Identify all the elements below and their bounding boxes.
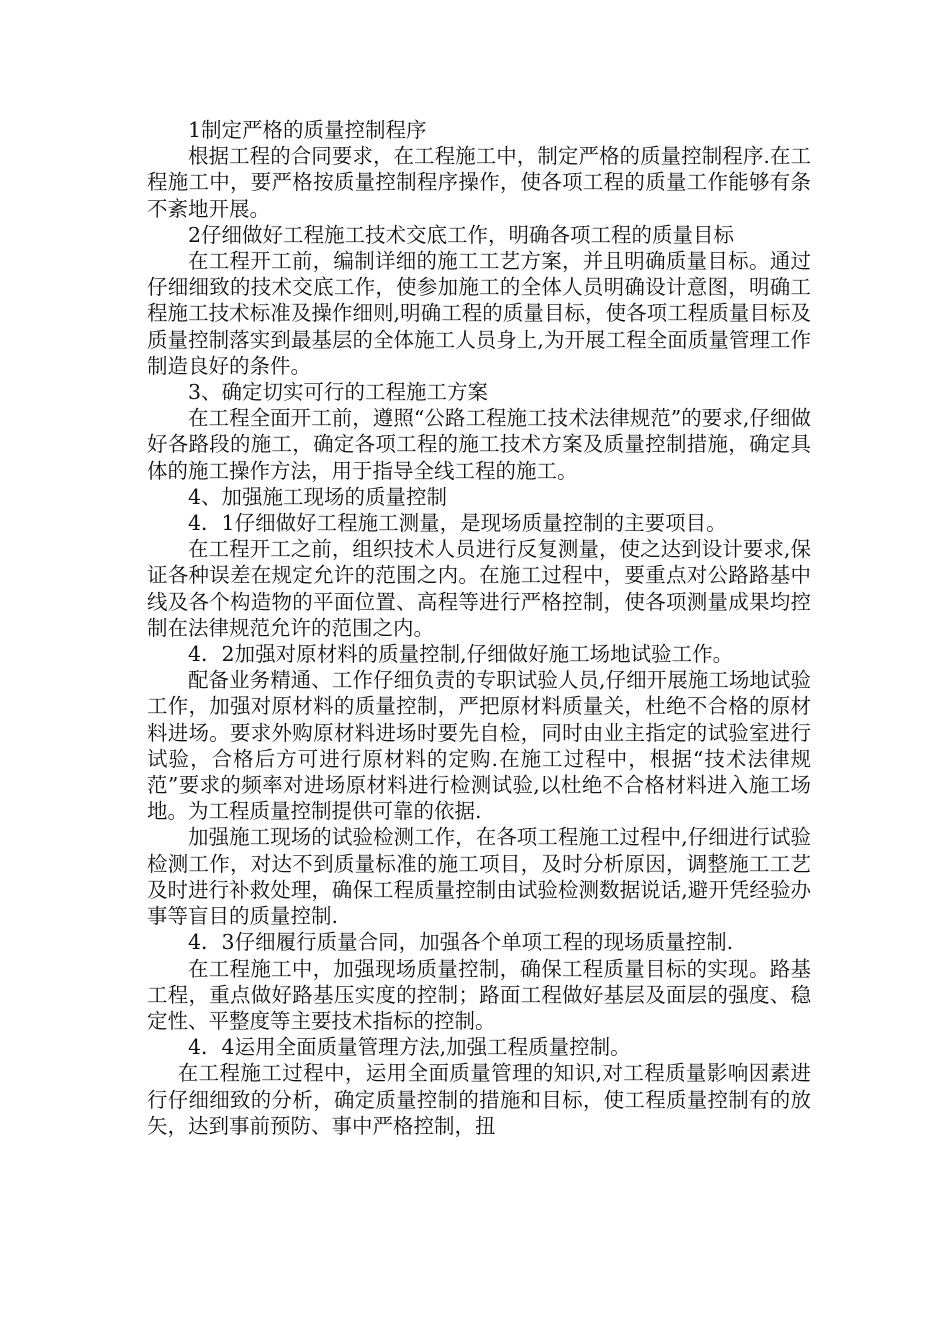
heading-4-2: 4．2加强对原材料的质量控制,仔细做好施工场地试验工作。 (188, 642, 734, 667)
paragraph: 加强施工现场的试验检测工作，在各项工程施工过程中,仔细进行试验检测工作，对达不到质量标准的施工项目，及时分析原因，调整施工工艺及时进行补救处理，确保工程质量控制由试验检测数据说话,避开凭经验办事等盲目的质量控制. (147, 825, 811, 929)
heading-1: 1制定严格的质量控制程序 (188, 118, 427, 142)
heading-4-3: 4．3仔细履行质量合同，加强各个单项工程的现场质量控制. (188, 930, 734, 955)
paragraph: 在工程全面开工前，遵照“公路工程施工技术法律规范”的要求,仔细做好各路段的施工，确定各项工程的施工技术方案及质量控制措施，确定具体的施工操作方法，用于指导全线工程的施工。 (147, 406, 811, 483)
paragraph: 在工程开工前，编制详细的施工工艺方案，并且明确质量目标。通过仔细细致的技术交底工作，使参加施工的全体人员明确设计意图，明确工程施工技术标准及操作细则,明确工程的质量目标，使各项工程质量目标及质量控制落实到最基层的全体施工人员身上,为开展工程全面质量管理工作制造良好的条件。 (147, 249, 811, 378)
paragraph: 根据工程的合同要求，在工程施工中，制定严格的质量控制程序.在工程施工中，要严格按质量控制程序操作，使各项工程的质量工作能够有条不紊地开展。 (147, 144, 811, 221)
heading-4: 4、加强施工现场的质量控制 (188, 484, 448, 509)
heading-2: 2仔细做好工程施工技术交底工作，明确各项工程的质量目标 (188, 222, 735, 247)
heading-4-4: 4．4运用全面质量管理方法,加强工程质量控制。 (188, 1035, 631, 1060)
paragraph: 在工程施工中，加强现场质量控制，确保工程质量目标的实现。路基工程，重点做好路基压实度的控制；路面工程做好基层及面层的强度、稳定性、平整度等主要技术指标的控制。 (147, 956, 811, 1033)
heading-4-1: 4．1仔细做好工程施工测量，是现场质量控制的主要项目。 (188, 511, 727, 536)
paragraph: 在工程施工过程中，运用全面质量管理的知识,对工程质量影响因素进行仔细细致的分析，确定质量控制的措施和目标，使工程质量控制有的放矢，达到事前预防、事中严格控制，扭 (147, 1061, 811, 1138)
paragraph: 配备业务精通、工作仔细负责的专职试验人员,仔细开展施工场地试验工作，加强对原材料的质量控制，严把原材料质量关，杜绝不合格的原材料进场。要求外购原材料进场时要先自检，同时由业主指定的试验室进行试验，合格后方可进行原材料的定购.在施工过程中，根据“技术法律规范”要求的频率对进场原材料进行检测试验,以杜绝不合格材料进入施工场地。为工程质量控制提供可靠的依据. (147, 668, 811, 824)
paragraph: 在工程开工之前，组织技术人员进行反复测量，使之达到设计要求,保证各种误差在规定允许的范围之内。在施工过程中，要重点对公路路基中线及各个构造物的平面位置、高程等进行严格控制，使各项测量成果均控制在法律规范允许的范围之内。 (147, 537, 811, 640)
document-body (147, 117, 811, 1139)
heading-3: 3、确定切实可行的工程施工方案 (188, 380, 489, 405)
